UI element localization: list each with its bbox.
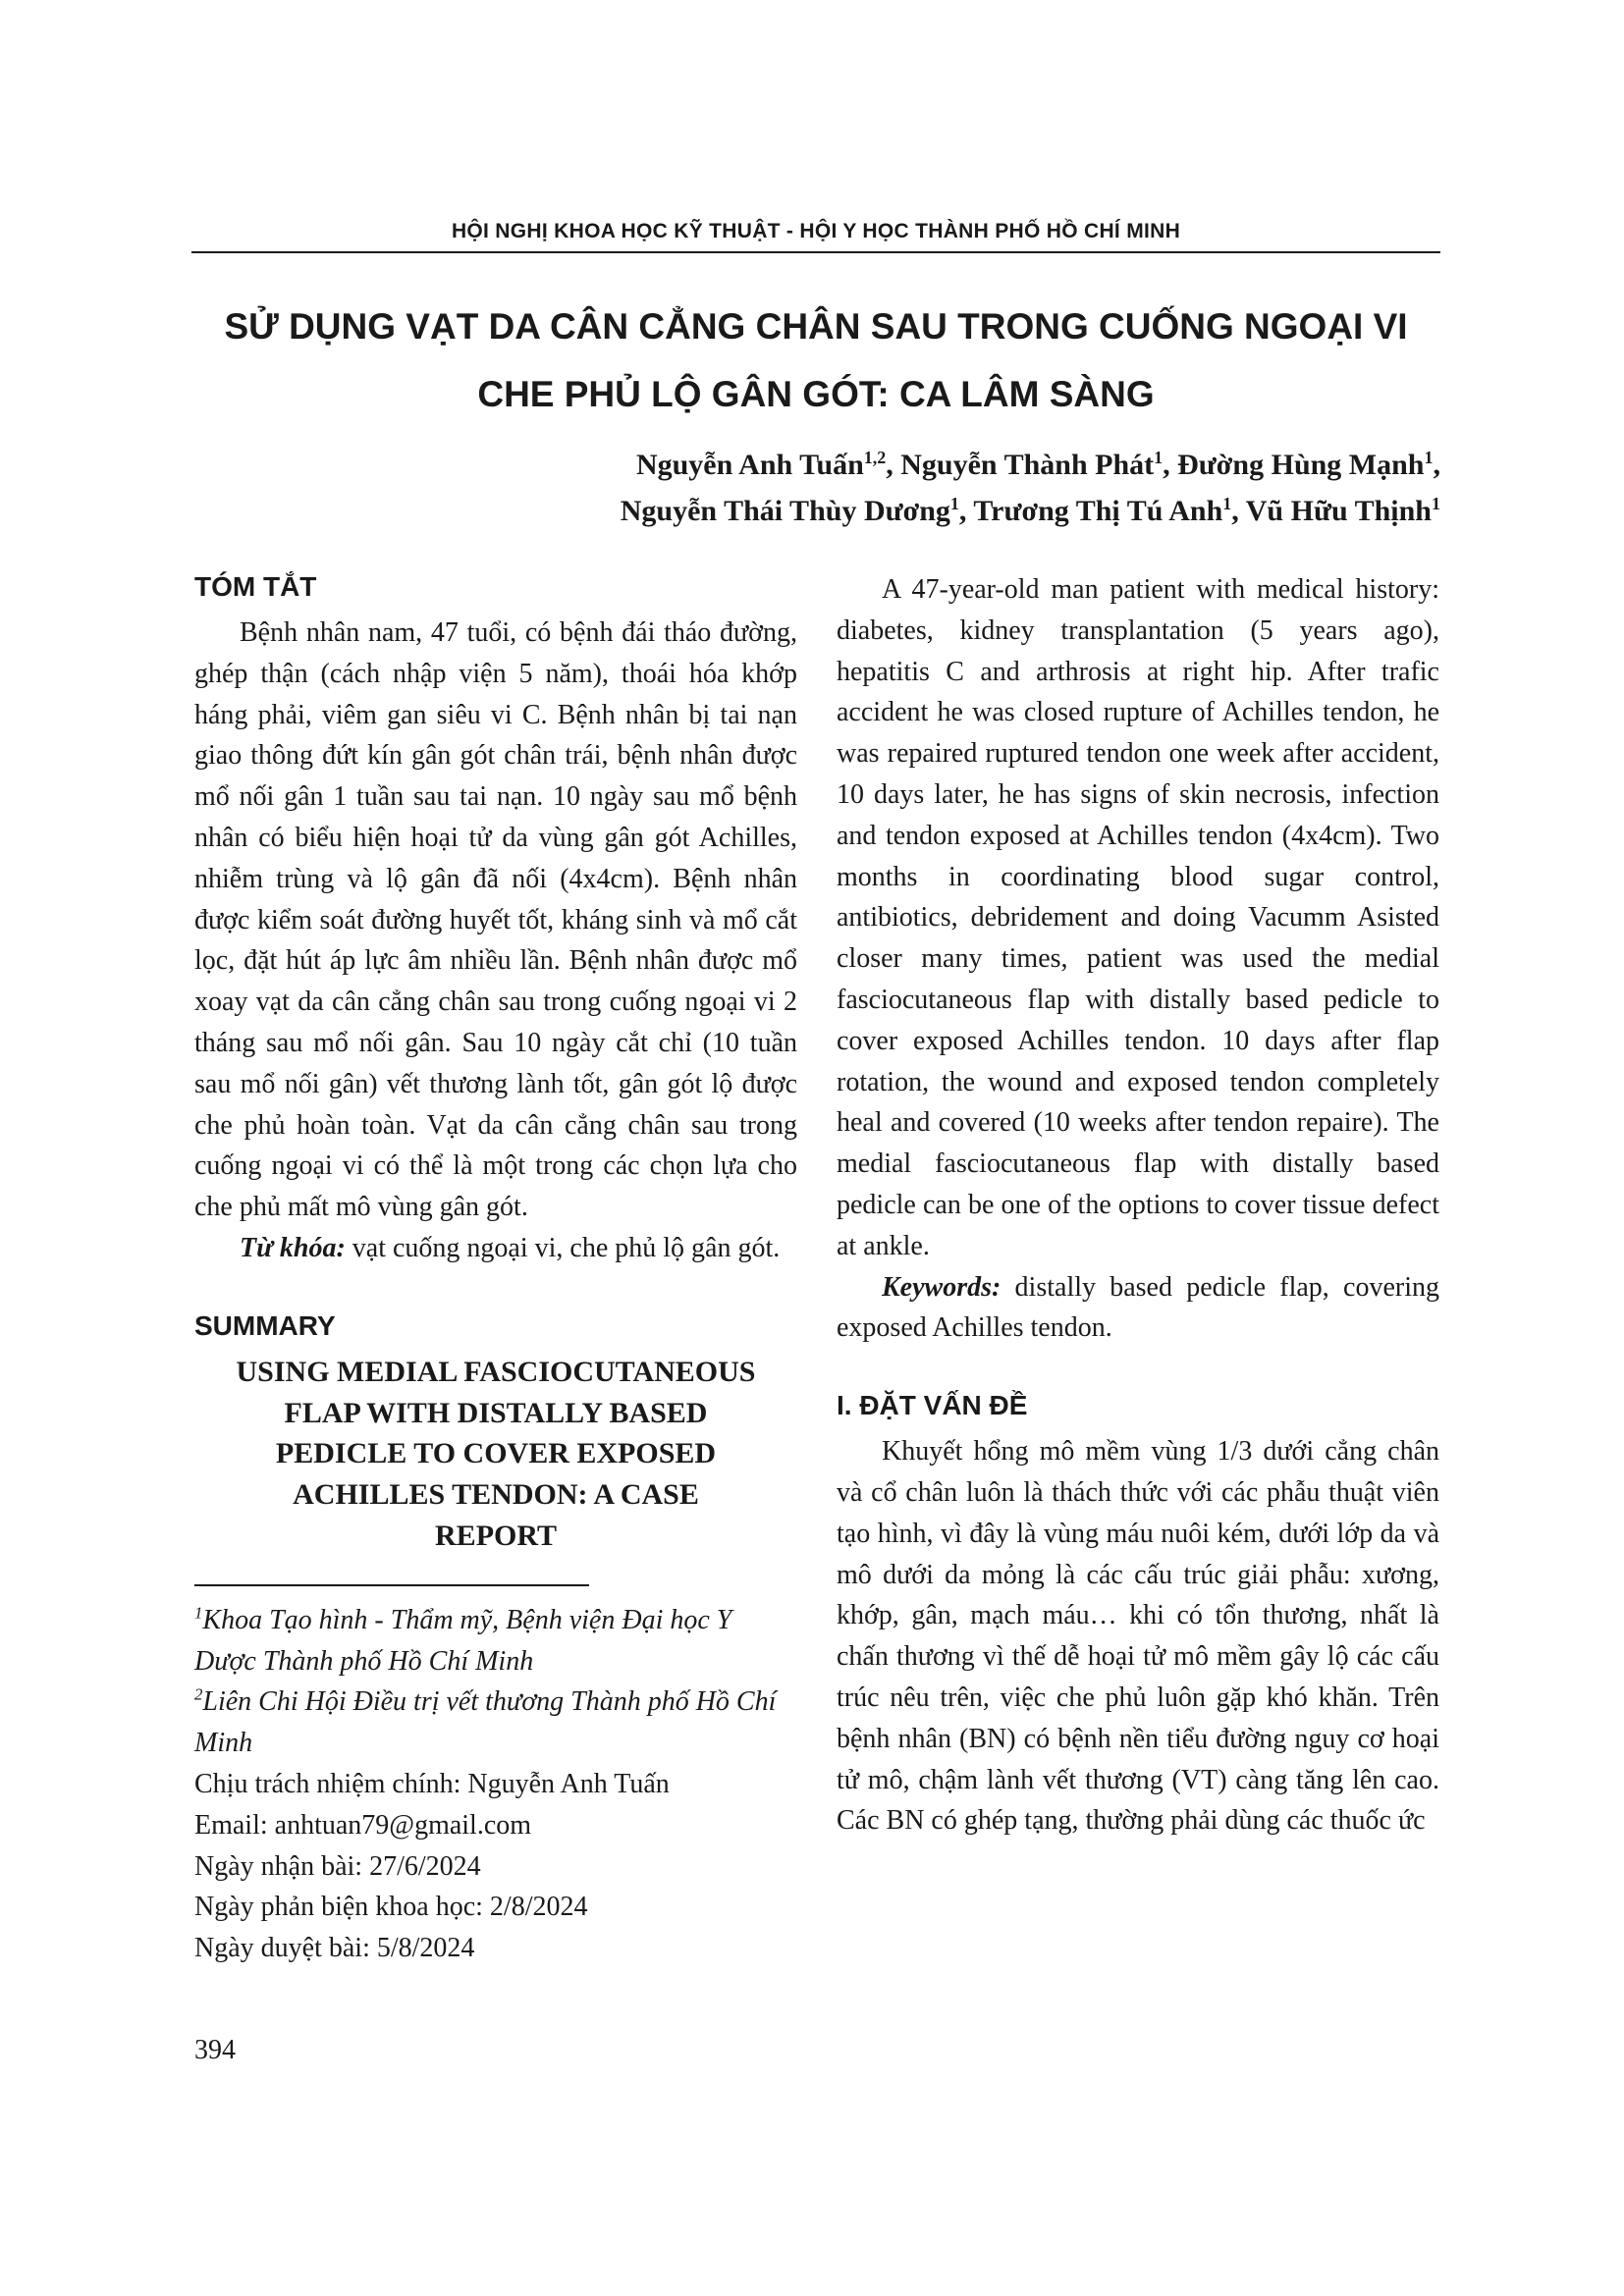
author-affiliation: 1 <box>949 494 959 513</box>
summary-keywords <box>837 1267 1439 1350</box>
running-header: HỘI NGHỊ KHOA HỌC KỸ THUẬT - HỘI Y HỌC THÀNH PHỐ HỒ CHÍ MINH <box>451 220 1181 242</box>
author-separator: , <box>958 495 974 527</box>
footnote-reviewed: Ngày phản biện khoa học: 2/8/2024 <box>194 1892 588 1923</box>
right-column <box>837 569 1439 1842</box>
english-title-line: ACHILLES TENDON: A CASE <box>293 1478 699 1512</box>
author-affiliation: 1 <box>1154 448 1164 467</box>
left-column <box>194 569 797 1969</box>
footnote-text: Khoa Tạo hình - Thẩm mỹ, Bệnh viện Đại học Y Dược Thành phố Hồ Chí Minh <box>194 1604 732 1677</box>
keywords-text: distally based pedicle flap, covering exposed Achilles tendon. <box>837 1271 1439 1344</box>
keywords-label: Từ khóa: <box>240 1232 346 1263</box>
summary-body: A 47-year-old man patient with medical history: diabetes, kidney transplantation (5 years ago), hepatitis C and arthrosis at right hip. After trafic accident he was closed rupture of Achilles tendon, he was repaired ruptured tendon one week after accident, 10 days later, he has signs of skin necrosis, infection and tendon exposed at Achilles tendon (4x4cm). Two months in coordinating blood sugar control, antibiotics, debridement and doing Vacumm Asisted closer many times, patient was used the medial fasciocutaneous flap with distally based pedicle to cover exposed Achilles tendon. 10 days after flap rotation, the wound and exposed tendon completely heal and covered (10 weeks after tendon repaire). The medial fasciocutaneous flap with distally based pedicle can be one of the options to cover tissue defect at ankle. <box>837 574 1439 1261</box>
author-name: Trương Thị Tú Anh <box>973 495 1223 527</box>
introduction-body: Khuyết hổng mô mềm vùng 1/3 dưới cẳng chân và cổ chân luôn là thách thức với các phẫu thuật viên tạo hình, vì đây là vùng máu nuôi kém, dưới lớp da và mô dưới da mỏng là các cấu trúc giải phẫu: xương, khớp, gân, mạch máu… khi có tổn thương, nhất là chấn thương vì thế dễ hoại tử mô mềm gây lộ các cấu trúc nêu trên, việc che phủ luôn gặp khó khăn. Trên bệnh nhân (BN) có bệnh nền tiểu đường nguy cơ hoại tử mô, chậm lành vết thương (VT) càng tăng lên cao. Các BN có ghép tạng, thường phải dùng các thuốc ức <box>837 1436 1439 1837</box>
author-name: Nguyễn Thành Phát <box>900 449 1155 481</box>
author-separator: , <box>1231 495 1246 527</box>
author-affiliation: 1,2 <box>863 448 887 467</box>
footnote-affiliation-2 <box>194 1682 797 1764</box>
author-affiliation: 1 <box>1222 494 1232 513</box>
keywords-text: vạt cuống ngoại vi, che phủ lộ gân gót. <box>345 1232 781 1263</box>
author-name: Đường Hùng Mạnh <box>1177 449 1425 481</box>
author-list <box>191 442 1440 534</box>
author-line-2 <box>191 488 1440 534</box>
english-title-line: REPORT <box>435 1519 557 1552</box>
footnote-received: Ngày nhận bài: 27/6/2024 <box>194 1850 481 1882</box>
author-affiliation: 1 <box>1432 494 1440 513</box>
keywords-label: Keywords: <box>882 1271 1001 1303</box>
author-separator: , <box>1433 449 1440 481</box>
header-rule <box>191 251 1440 253</box>
author-separator: , <box>1163 449 1178 481</box>
title-line-2: CHE PHỦ LỘ GÂN GÓT: CA LÂM SÀNG <box>477 374 1155 414</box>
author-name: Nguyễn Thái Thùy Dương <box>620 495 950 527</box>
footnote-corresponding: Chịu trách nhiệm chính: Nguyễn Anh Tuấn <box>194 1768 670 1799</box>
author-name: Vũ Hữu Thịnh <box>1245 495 1432 527</box>
footnote-email: Email: anhtuan79@gmail.com <box>194 1809 532 1841</box>
abstract-body: Bệnh nhân nam, 47 tuổi, có bệnh đái tháo đường, ghép thận (cách nhập viện 5 năm), thoái hóa khớp háng phải, viêm gan siêu vi C. Bệnh nhân bị tai nạn giao thông đứt kín gân gót chân trái, bệnh nhân được mổ nối gân 1 tuần sau tai nạn. 10 ngày sau mổ bệnh nhân có biểu hiện hoại tử da vùng gân gót Achilles, nhiễm trùng và lộ gân đã nối (4x4cm). Bệnh nhân được kiểm soát đường huyết tốt, kháng sinh và mổ cắt lọc, đặt hút áp lực âm nhiều lần. Bệnh nhân được mổ xoay vạt da cân cẳng chân sau trong cuống ngoại vi 2 tháng sau mổ nối gân. Sau 10 ngày cắt chỉ (10 tuần sau mổ nối gân) vết thương lành tốt, gân gót lộ được che phủ hoàn toàn. Vạt da cân cẳng chân sau trong cuống ngoại vi có thể là một trong các chọn lựa cho che phủ mất mô vùng gân gót. <box>194 617 797 1223</box>
author-name: Nguyễn Anh Tuấn <box>635 449 864 481</box>
author-affiliation: 1 <box>1424 448 1434 467</box>
abstract-keywords <box>194 1228 797 1269</box>
author-separator: , <box>886 449 901 481</box>
paper-title <box>191 293 1440 428</box>
title-line-1: SỬ DỤNG VẠT DA CÂN CẲNG CHÂN SAU TRONG CUỐNG NGOẠI VI <box>224 306 1408 347</box>
summary-heading: SUMMARY <box>194 1309 336 1341</box>
author-line-1 <box>191 442 1440 488</box>
english-title-line: FLAP WITH DISTALLY BASED <box>284 1396 708 1429</box>
footnote-affiliation-1 <box>194 1600 797 1682</box>
footnote-marker: 2 <box>194 1685 203 1704</box>
footnote-marker: 1 <box>194 1603 203 1623</box>
page-number: 394 <box>194 2035 236 2065</box>
abstract-heading: TÓM TẮT <box>194 571 317 602</box>
footnote-text: Liên Chi Hội Điều trị vết thương Thành phố Hồ Chí Minh <box>194 1686 777 1759</box>
footnote-accepted: Ngày duyệt bài: 5/8/2024 <box>194 1933 475 1964</box>
english-title <box>194 1352 797 1557</box>
section-heading-introduction: I. ĐẶT VẤN ĐỀ <box>837 1390 1028 1421</box>
english-title-line: PEDICLE TO COVER EXPOSED <box>275 1437 717 1470</box>
footnote-rule <box>194 1584 589 1586</box>
english-title-line: USING MEDIAL FASCIOCUTANEOUS <box>236 1355 756 1388</box>
